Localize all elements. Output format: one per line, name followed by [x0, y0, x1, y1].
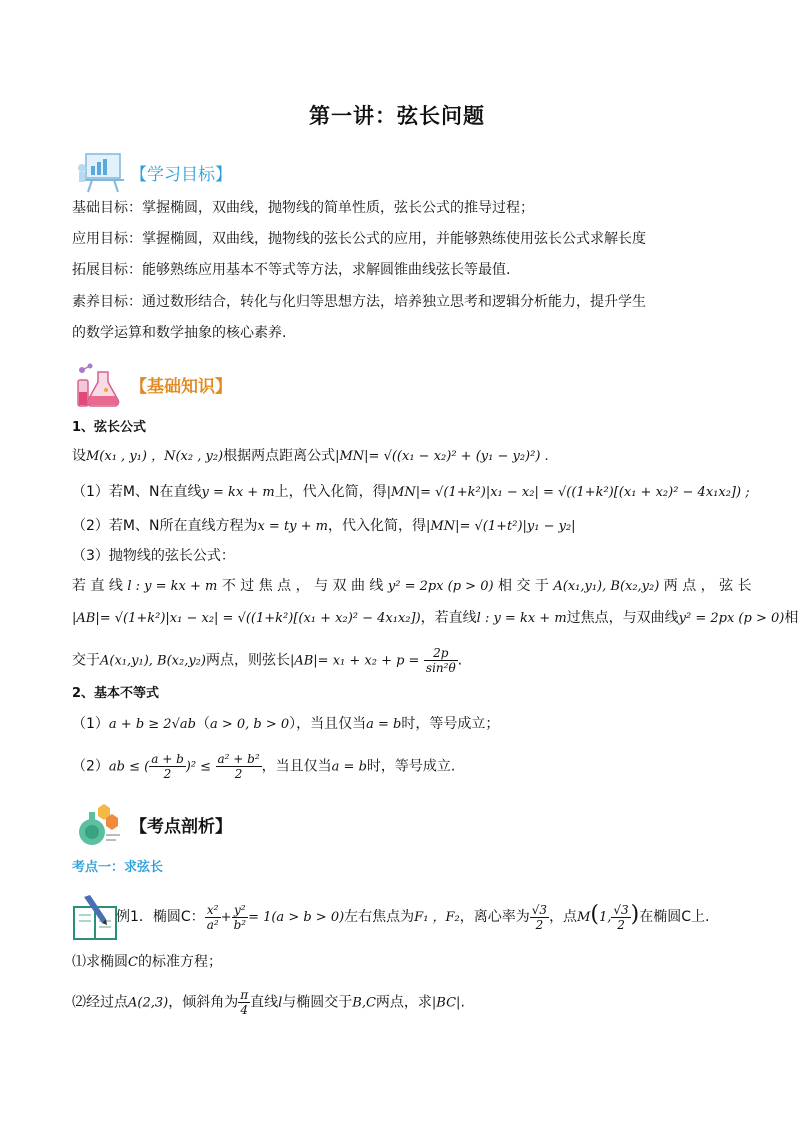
question-1	[72, 952, 222, 973]
points-name: B,C	[352, 995, 376, 1011]
fraction	[149, 752, 186, 781]
parabola-line-3	[72, 646, 462, 675]
fraction	[216, 752, 262, 781]
points-formula: A(x₁,y₁), B(x₂,y₂)	[553, 579, 660, 594]
chord-length: |BC|	[431, 995, 461, 1011]
exam-point-title: 考点一：求弦长	[72, 860, 164, 875]
point-coord: 1,	[598, 910, 612, 925]
foci: F₁ ，F₂	[414, 910, 460, 925]
inequality-2	[72, 752, 455, 781]
numerator: √3	[531, 902, 548, 917]
text: ⑴求椭圆	[72, 954, 128, 970]
line-equation: l : y = kx + m	[476, 611, 567, 626]
denominator: sin²θ	[425, 661, 456, 675]
denominator: 2	[617, 917, 625, 932]
text: （1）若M、N在直线	[72, 484, 202, 500]
ellipse-condition: = 1(a > b > 0)	[248, 910, 345, 925]
fraction	[232, 903, 249, 932]
denominator: 4	[240, 1003, 248, 1017]
paren: )	[630, 902, 640, 927]
text: .	[457, 652, 463, 669]
condition: a = b	[366, 717, 402, 732]
chord-formula: |MN|= √(1+k²)|x₁ − x₂| = √((1+k²)[(x₁ + x₂)² − 4x₁x₂]) ;	[386, 485, 750, 500]
text: 时，等号成立.	[366, 758, 456, 775]
fraction	[530, 903, 549, 932]
line-name: l	[278, 995, 283, 1011]
text: 两点，求	[375, 994, 432, 1011]
text: ，代入化简，得	[328, 518, 427, 534]
operator: +	[220, 910, 232, 925]
analysis-header	[72, 802, 232, 846]
goal-line: 的数学运算和数学抽象的核心素养.	[72, 325, 287, 341]
denominator: b²	[233, 917, 247, 932]
numerator: π	[240, 988, 249, 1002]
text: ），当且仅当	[289, 716, 367, 732]
text: 根据两点距离公式	[223, 448, 336, 464]
numerator: a² + b²	[217, 752, 260, 766]
text: ⑵经过点	[72, 994, 128, 1011]
page-title: 第一讲：弦长问题	[309, 104, 485, 128]
denominator: a²	[206, 917, 219, 932]
text: ，离心率为	[459, 909, 530, 925]
text: 若 直 线	[72, 578, 123, 594]
goal-line: 拓展目标：能够熟练应用基本不等式等方法，求解圆锥曲线弦长等最值.	[72, 262, 511, 278]
inequality-1	[72, 714, 499, 735]
chord-case-1	[72, 482, 750, 503]
fraction	[205, 903, 221, 932]
inequality-formula: )² ≤	[185, 759, 212, 775]
numerator: 2p	[424, 646, 458, 661]
line-equation: y = kx + m	[201, 485, 275, 500]
book-pencil-icon	[72, 893, 118, 945]
parabola-line-2	[72, 608, 798, 629]
text: 两 点 ， 弦 长	[663, 578, 752, 594]
section-title: 2、基本不等式	[72, 686, 160, 701]
goal-line: 素养目标：通过数形结合，转化与化归等思想方法，培养独立思考和逻辑分析能力，提升学生	[72, 294, 646, 310]
denominator: 2	[234, 767, 243, 781]
point-label: M	[577, 910, 591, 925]
text: 直线	[250, 994, 279, 1011]
chord-formula: |AB|= √(1+k²)|x₁ − x₂| = √((1+k²)[(x₁ + x₂)² − 4x₁x₂])	[72, 611, 421, 626]
inequality-formula: ab ≤ (	[108, 759, 150, 775]
point-coord: A(2,3)	[128, 995, 169, 1011]
question-2	[72, 988, 465, 1017]
ellipse-name: C	[128, 955, 138, 970]
distance-intro	[72, 446, 549, 467]
chart-board-icon	[72, 150, 126, 194]
line-equation: x = ty + m	[257, 519, 329, 534]
flask-icon	[72, 362, 126, 406]
text: 时，等号成立；	[401, 716, 500, 732]
numerator: a + b	[151, 752, 184, 766]
condition: a = b	[331, 759, 367, 775]
text: 的标准方程；	[137, 954, 222, 970]
inequality-formula: a + b ≥ 2√ab	[108, 717, 196, 732]
focal-chord-formula: |AB|= x₁ + x₂ + p =	[289, 653, 420, 669]
parabola-line-1	[72, 576, 752, 597]
condition: a > 0, b > 0	[209, 717, 290, 732]
goal-line: 基础目标：掌握椭圆，双曲线，抛物线的简单性质，弦长公式的推导过程；	[72, 200, 534, 216]
example-1	[116, 900, 709, 933]
text: 设	[72, 448, 86, 464]
denominator: 2	[163, 767, 172, 781]
denominator: 2	[535, 917, 544, 932]
fraction	[238, 988, 250, 1017]
line-equation: l : y = kx + m	[127, 579, 218, 594]
text: ，倾斜角为	[168, 994, 239, 1011]
text: ，当且仅当	[261, 758, 332, 775]
knowledge-header	[72, 362, 232, 406]
text: 交于	[72, 652, 100, 669]
knowledge-label: 【基础知识】	[130, 376, 232, 397]
text: 相	[784, 610, 798, 626]
text: （1）	[72, 716, 109, 732]
distance-formula: |MN|= √((x₁ − x₂)² + (y₁ − y₂)²) .	[335, 449, 549, 464]
text: （2）	[72, 758, 109, 775]
text: （2）若M、N所在直线方程为	[72, 518, 258, 534]
goals-header	[72, 150, 232, 194]
curve-equation: y² = 2px (p > 0)	[678, 611, 785, 626]
text: 左右焦点为	[344, 909, 415, 925]
curve-equation: y² = 2px (p > 0)	[387, 579, 494, 594]
chord-case-3-title: （3）抛物线的弦长公式：	[72, 548, 235, 564]
text: 两点，则弦长	[205, 652, 290, 669]
paren: (	[590, 902, 599, 927]
chord-formula: |MN|= √(1+t²)|y₁ − y₂|	[426, 519, 576, 534]
text: 例1．椭圆C：	[116, 909, 205, 925]
goal-line: 应用目标：掌握椭圆，双曲线，抛物线的弦长公式的应用，并能够熟练使用弦长公式求解长度	[72, 231, 646, 247]
potion-icon	[72, 802, 126, 846]
section-title: 1、弦长公式	[72, 420, 147, 435]
chord-case-2	[72, 516, 576, 537]
text: ，若直线	[420, 610, 477, 626]
points-formula: M(x₁ , y₁) ，N(x₂ , y₂)	[86, 449, 224, 464]
text: 相 交 于	[498, 578, 549, 594]
numerator: √3	[613, 902, 629, 917]
text: 上，代入化简，得	[274, 484, 387, 500]
fraction	[424, 646, 458, 675]
numerator: y²	[232, 903, 249, 918]
text: ，点	[549, 909, 578, 925]
text: 过焦点，与双曲线	[566, 610, 679, 626]
numerator: x²	[205, 903, 221, 918]
text: （	[195, 716, 210, 732]
text: .	[460, 994, 465, 1011]
fraction	[611, 903, 630, 932]
text: 与椭圆交于	[282, 994, 353, 1011]
text: 在椭圆C上.	[639, 909, 710, 925]
analysis-label: 【考点剖析】	[130, 816, 232, 837]
goals-label: 【学习目标】	[130, 164, 232, 185]
text: 不 过 焦 点 ， 与 双 曲 线	[221, 578, 384, 594]
points-formula: A(x₁,y₁), B(x₂,y₂)	[100, 653, 206, 669]
